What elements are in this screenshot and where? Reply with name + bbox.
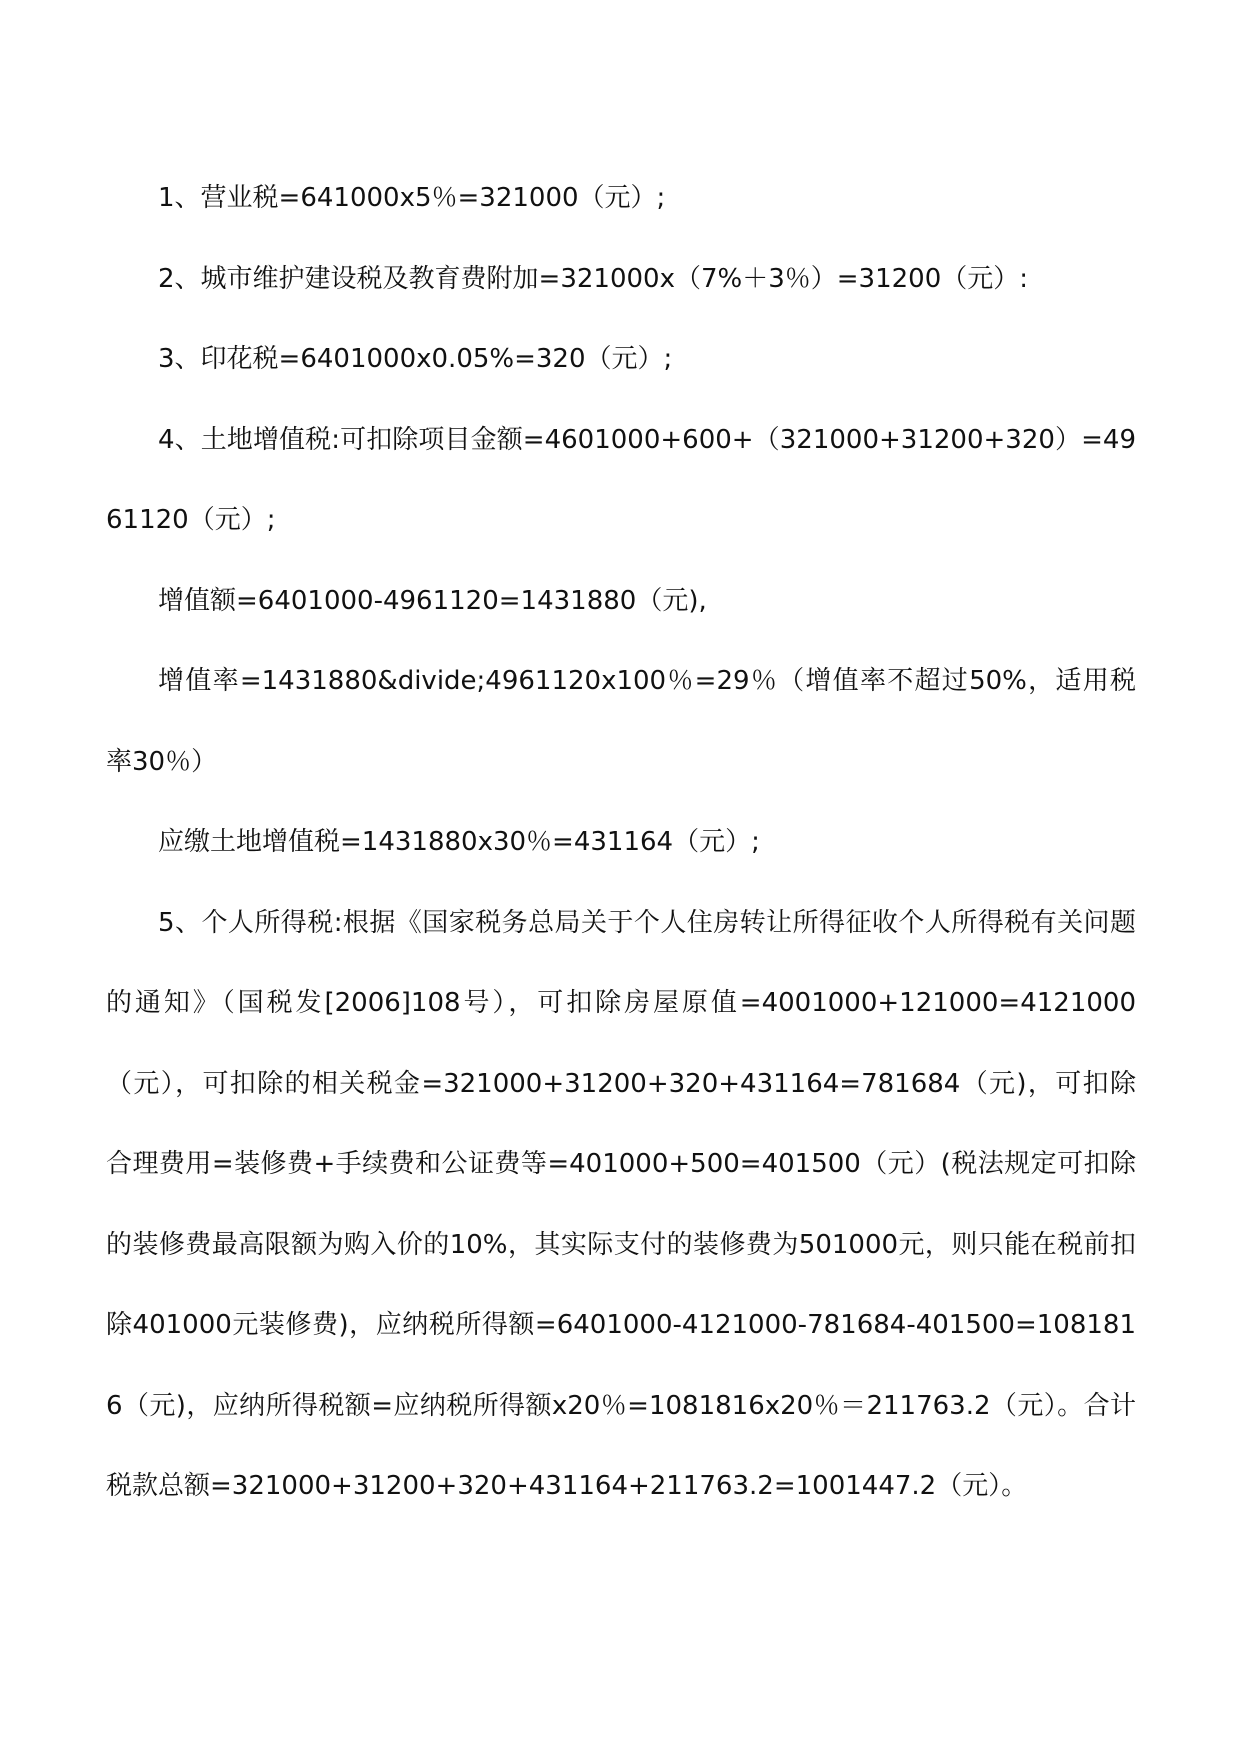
paragraph-personal-income-tax: 5、个人所得税:根据《国家税务总局关于个人住房转让所得征收个人所得税有关问题的通知》（国税发[2006]108号），可扣除房屋原值=4001000+121000=4121000（元），可扣除的相关税金=321000+31200+320+431164=781684（元)，可扣除合理费用=装修费+手续费和公证费等=401000+500=401500（元）(税法规定可扣除的装修费最高限额为购入价的10%，其实际支付的装修费为501000元，则只能在税前扣除401000元装修费)，应纳税所得额=6401000-4121000-781684-401500=1081816（元)，应纳所得税额=应纳税所得额x20％=1081816x20％＝211763.2（元）。合计税款总额=321000+31200+320+431164+211763.2=1001447.2（元）。 bbox=[106, 907, 1136, 1501]
paragraph-land-vat-deductions: 4、土地增值税:可扣除项目金额=4601000+600+（321000+31200+320）=4961120（元）; bbox=[106, 424, 1136, 535]
paragraph-stamp-tax: 3、印花税=6401000x0.05%=320（元）; bbox=[158, 344, 673, 374]
paragraph-land-vat-payable: 应缴土地增值税=1431880x30％=431164（元）; bbox=[158, 827, 760, 857]
paragraph-value-added-amount: 增值额=6401000-4961120=1431880（元), bbox=[158, 585, 707, 616]
paragraph-value-added-rate: 增值率=1431880&divide;4961120x100％=29％（增值率不超过50%，适用税率30％） bbox=[106, 666, 1136, 777]
paragraph-business-tax: 1、营业税=641000x5％=321000（元）; bbox=[158, 183, 666, 213]
document-body bbox=[106, 158, 1136, 1527]
paragraph-urban-construction-tax: 2、城市维护建设税及教育费附加=321000x（7%＋3％）=31200（元）: bbox=[158, 263, 1029, 294]
